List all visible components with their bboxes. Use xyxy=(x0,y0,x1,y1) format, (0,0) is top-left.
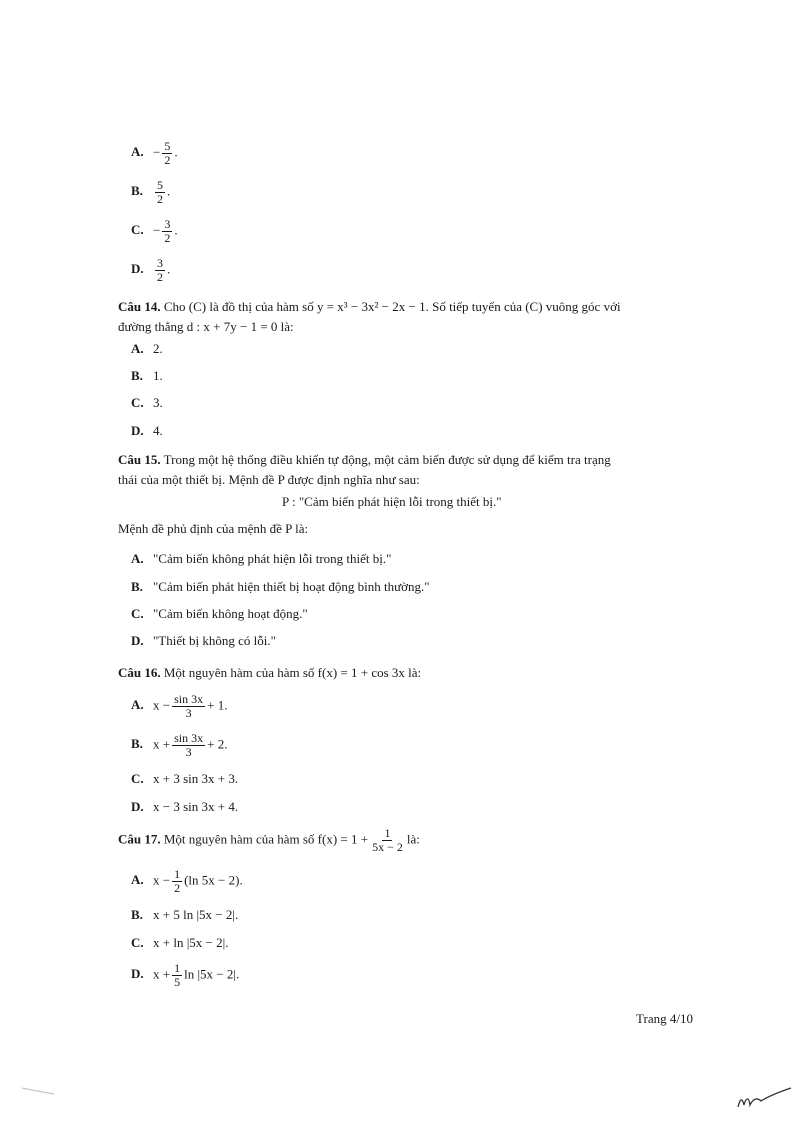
q14-option-c: C. 3. xyxy=(131,395,163,410)
q13-option-b: B. $\frac{5}{2}$ . xyxy=(131,178,171,206)
q17-stem: Câu 17. Một nguyên hàm của hàm số f(x) = 1 + $\frac{1}{5x - 2}$ là: xyxy=(118,826,420,854)
q15-option-b: B. "Cảm biến phát hiện thiết bị hoạt động bình thường." xyxy=(131,579,430,594)
q14-option-b: B. 1. xyxy=(131,368,163,383)
q15-option-c: C. "Cảm biến không hoạt động." xyxy=(131,606,308,621)
q16-option-b: B. x + $\frac{\sin 3x}{3}$ + 2. xyxy=(131,731,228,759)
q13-option-a: A. − $\frac{5}{2}$ . xyxy=(131,139,178,167)
fraction: $\frac{5}{2}$ xyxy=(157,178,163,206)
fraction: $\frac{3}{2}$ xyxy=(164,217,171,245)
fraction: $\frac{1}{2}$ xyxy=(174,867,181,895)
q15-stem: Câu 15. Trong một hệ thống điều khiển tự động, một cảm biến được sử dụng để kiểm tra trạng thái của một thiết bị. Mệnh đề P được định nghĩa như sau: xyxy=(118,452,611,487)
q13-option-d: D. $\frac{3}{2}$ . xyxy=(131,256,171,284)
q16-option-a: A. x − $\frac{\sin 3x}{3}$ + 1. xyxy=(131,692,228,720)
q15-option-d: D. "Thiết bị không có lỗi." xyxy=(131,633,276,648)
q17-option-c: C. x + ln |5x − 2|. xyxy=(131,935,229,950)
q16-stem: Câu 16. Một nguyên hàm của hàm số f(x) = 1 + cos 3x là: xyxy=(118,665,422,680)
fraction: $\frac{5}{2}$ xyxy=(164,139,171,167)
q15-prompt: Mệnh đề phủ định của mệnh đề P là: xyxy=(118,521,309,536)
q16-option-c: C. x + 3 sin 3x + 3. xyxy=(131,771,239,786)
q17-option-b: B. x + 5 ln |5x − 2|. xyxy=(131,907,239,922)
scan-mark xyxy=(20,1084,60,1098)
q16-option-d: D. x − 3 sin 3x + 4. xyxy=(131,799,239,814)
fraction: $\frac{\sin 3x}{3}$ xyxy=(174,692,204,720)
q15-statement: P : "Cảm biến phát hiện lỗi trong thiết bị." xyxy=(282,494,502,509)
fraction: $\frac{1}{5x - 2}$ xyxy=(372,826,403,854)
handwritten-signature xyxy=(735,1085,793,1113)
q17-option-a: A. x − $\frac{1}{2}$ (ln 5x − 2). xyxy=(131,867,243,895)
q14-stem: Câu 14. Cho (C) là đồ thị của hàm số y = x³ − 3x² − 2x − 1. Số tiếp tuyến của (C) vuông góc với đường thẳng d : x + 7y − 1 = 0 là: xyxy=(118,299,621,334)
page-number: Trang 4/10 xyxy=(636,1011,693,1026)
q17-option-d: D. x + $\frac{1}{5}$ ln |5x − 2|. xyxy=(131,961,240,989)
fraction: $\frac{3}{2}$ xyxy=(157,256,163,284)
q15-option-a: A. "Cảm biến không phát hiện lỗi trong thiết bị." xyxy=(131,551,392,566)
fraction: $\frac{1}{5}$ xyxy=(174,961,181,989)
q13-option-c: C. − $\frac{3}{2}$ . xyxy=(131,217,178,245)
fraction: $\frac{\sin 3x}{3}$ xyxy=(174,731,204,759)
q14-option-d: D. 4. xyxy=(131,423,163,438)
q14-option-a: A. 2. xyxy=(131,341,163,356)
